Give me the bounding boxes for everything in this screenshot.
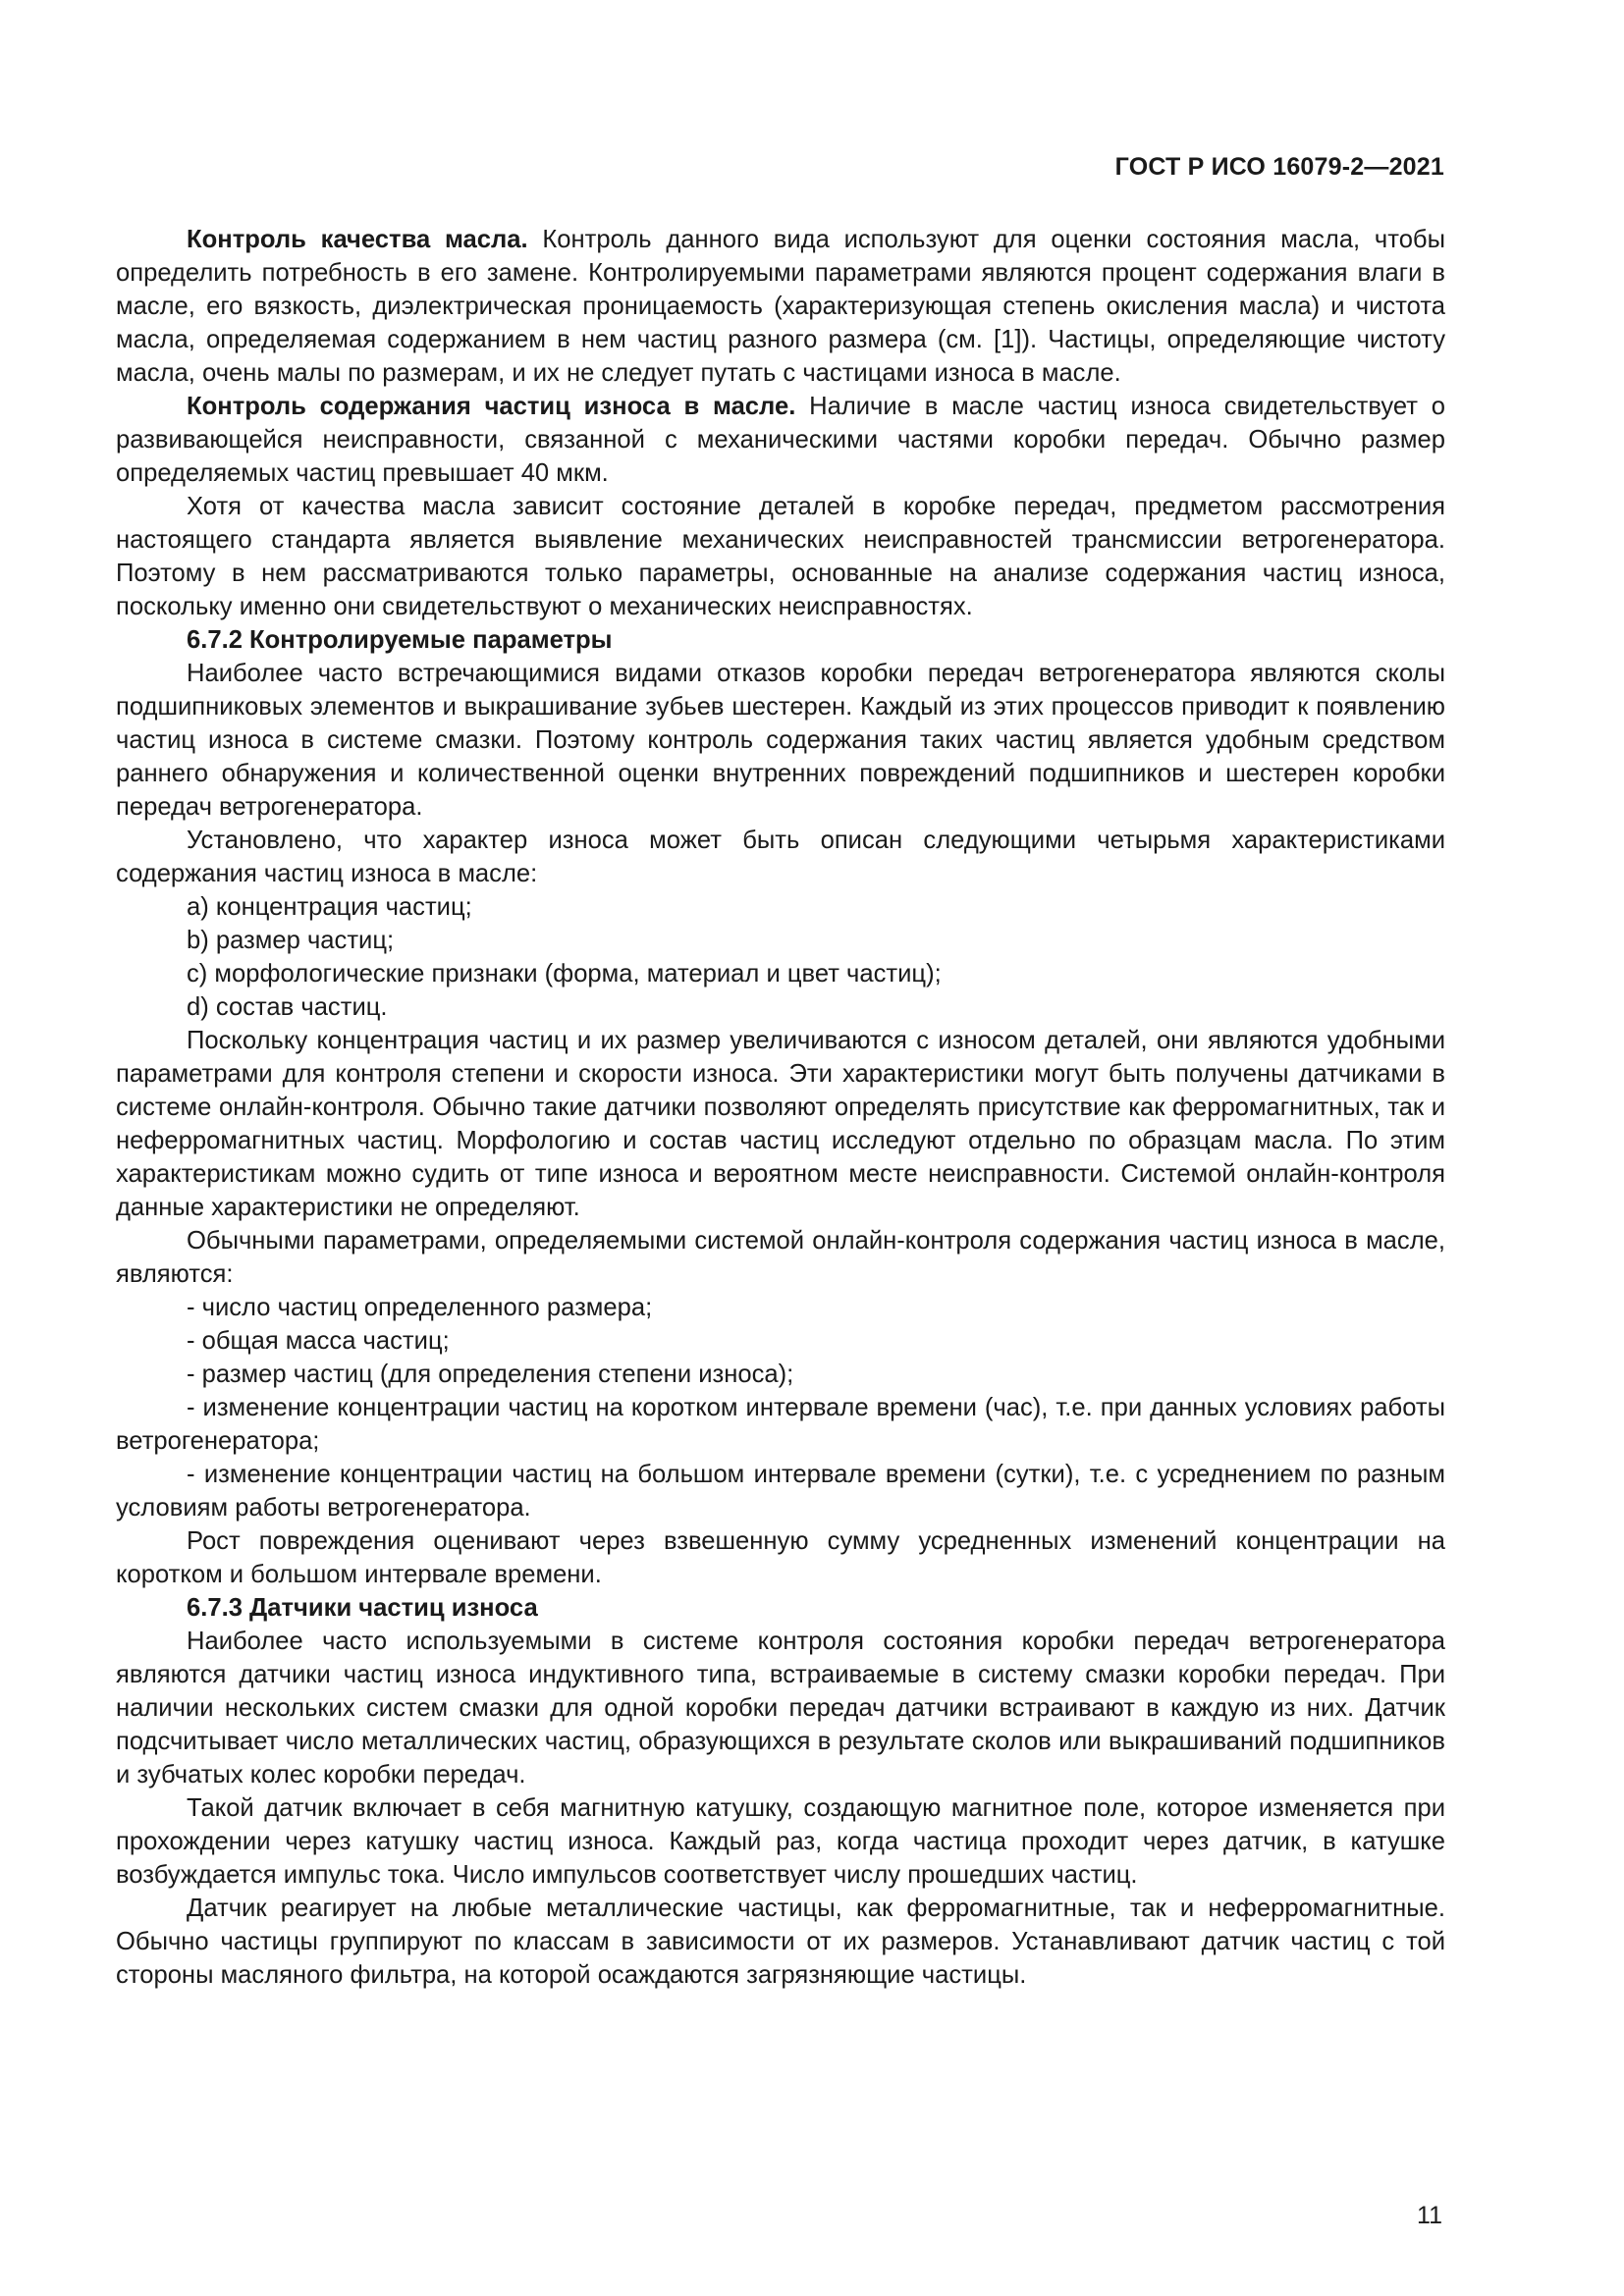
- paragraph: Датчик реагирует на любые металлические частицы, как ферромагнитные, так и неферромагнитные. Обычно частицы группируют по классам в зависимости от их размеров. Устанавливают датчик частиц с той стороны масляного фильтра, на которой осаждаются загрязняющие частицы.: [116, 1895, 1445, 1989]
- paragraph-text: Контроль данного вида используют для оценки состояния масла, чтобы определить потребность в его замене. Контролируемыми параметрами являются процент содержания влаги в масле, его вязкость, диэлектрическая проницаемость (характеризующая степень окисления масла) и чистота масла, определяемая содержанием в нем частиц разного размера (см. [1]). Частицы, определяющие чистоту масла, очень малы по размерам, и их не следует путать с частицами износа в масле.: [116, 226, 1445, 387]
- paragraph: Обычными параметрами, определяемыми системой онлайн-контроля содержания частиц износа в масле, являются:: [116, 1227, 1445, 1288]
- paragraph: Хотя от качества масла зависит состояние деталей в коробке передач, предметом рассмотрения настоящего стандарта является выявление механических неисправностей трансмиссии ветрогенератора. Поэтому в нем рассматриваются только параметры, основанные на анализе содержания частиц износа, поскольку именно они свидетельствуют о механических неисправностях.: [116, 493, 1445, 620]
- section-heading-6-7-2: 6.7.2 Контролируемые параметры: [187, 626, 613, 654]
- dash-list-item: - число частиц определенного размера;: [187, 1294, 653, 1321]
- paragraph-text: Наличие в масле частиц износа свидетельствует о развивающейся неисправности, связанной с механическими частями коробки передач. Обычно размер определяемых частиц превышает 40 мкм.: [116, 393, 1445, 487]
- list-item: a) концентрация частиц;: [187, 893, 472, 921]
- paragraph: Такой датчик включает в себя магнитную катушку, создающую магнитное поле, которое изменяется при прохождении через катушку частиц износа. Каждый раз, когда частица проходит через датчик, в катушке возбуждается импульс тока. Число импульсов соответствует числу прошедших частиц.: [116, 1794, 1445, 1889]
- paragraph-oil-quality: [116, 223, 1445, 390]
- document-body: [116, 223, 1445, 1992]
- page-number: 11: [1417, 2202, 1442, 2229]
- paragraph: Установлено, что характер износа может быть описан следующими четырьмя характеристиками содержания частиц износа в масле:: [116, 827, 1445, 887]
- paragraph: Поскольку концентрация частиц и их размер увеличиваются с износом деталей, они являются удобными параметрами для контроля степени и скорости износа. Эти характеристики могут быть получены датчиками в системе онлайн-контроля. Обычно такие датчики позволяют определять присутствие как ферромагнитных, так и неферромагнитных частиц. Морфологию и состав частиц исследуют отдельно по образцам масла. По этим характеристикам можно судить от типе износа и вероятном месте неисправности. Системой онлайн-контроля данные характеристики не определяют.: [116, 1027, 1445, 1221]
- list-item: b) размер частиц;: [187, 927, 395, 954]
- list-item: d) состав частиц.: [187, 993, 388, 1021]
- dash-list-item: - размер частиц (для определения степени износа);: [187, 1361, 794, 1388]
- dash-list-item: - изменение концентрации частиц на коротком интервале времени (час), т.е. при данных условиях работы ветрогенератора;: [116, 1394, 1445, 1455]
- dash-list-item: - изменение концентрации частиц на большом интервале времени (сутки), т.е. с усреднением по разным условиям работы ветрогенератора.: [116, 1461, 1445, 1522]
- paragraph-lead-bold: Контроль содержания частиц износа в масле.: [187, 393, 796, 420]
- dash-list-item: - общая масса частиц;: [187, 1327, 450, 1355]
- list-item: c) морфологические признаки (форма, материал и цвет частиц);: [187, 960, 942, 988]
- paragraph-lead-bold: Контроль качества масла.: [187, 226, 528, 253]
- paragraph: Наиболее часто встречающимися видами отказов коробки передач ветрогенератора являются сколы подшипниковых элементов и выкрашивание зубьев шестерен. Каждый из этих процессов приводит к появлению частиц износа в системе смазки. Поэтому контроль содержания таких частиц является удобным средством раннего обнаружения и количественной оценки внутренних повреждений подшипников и шестерен коробки передач ветрогенератора.: [116, 660, 1445, 821]
- paragraph: Наиболее часто используемыми в системе контроля состояния коробки передач ветрогенератора являются датчики частиц износа индуктивного типа, встраиваемые в систему смазки коробки передач. При наличии нескольких систем смазки для одной коробки передач датчики встраивают в каждую из них. Датчик подсчитывает число металлических частиц, образующихся в результате сколов или выкрашиваний подшипников и зубчатых колес коробки передач.: [116, 1628, 1445, 1789]
- document-id-header: ГОСТ Р ИСО 16079-2—2021: [1114, 153, 1444, 181]
- paragraph-wear-particles: [116, 390, 1445, 490]
- section-heading-6-7-3: 6.7.3 Датчики частиц износа: [187, 1594, 538, 1622]
- paragraph: Рост повреждения оценивают через взвешенную сумму усредненных изменений концентрации на коротком и большом интервале времени.: [116, 1527, 1445, 1588]
